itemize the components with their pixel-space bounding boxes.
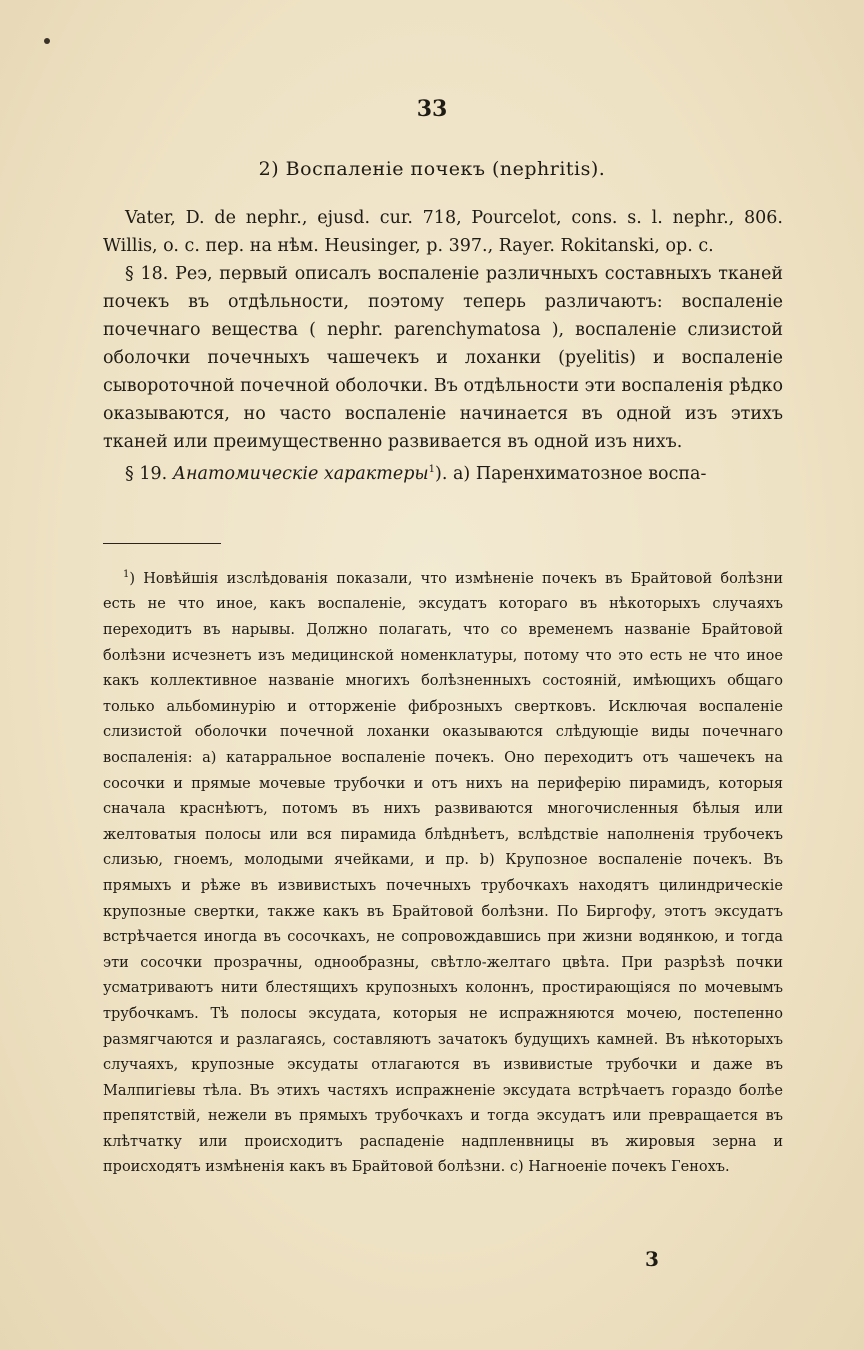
paragraph-18: § 18. Реэ, первый описалъ воспаленіе различныхъ составныхъ тканей почекъ въ отдѣльности, поэтому теперь различаютъ: воспаленіе почечнаго вещества ( nephr. parenchymatosa ), воспаленіе слизистой оболочки почечныхъ чашечекъ и лоханки (pyelitis) и воспаленіе сывороточной почечной оболочки. Въ отдѣльности эти воспаленія рѣдко оказываются, но часто воспаленіе начинается въ одной изъ этихъ тканей или преимущественно развивается въ одной изъ нихъ. bbox=[103, 264, 783, 452]
footnote-reference-mark: 1 bbox=[428, 464, 436, 475]
footnote-block bbox=[103, 562, 783, 1181]
references-paragraph: Vater, D. de nephr., ejusd. cur. 718, Pourcelot, cons. s. l. nephr., 806. Willis, o. c. пер. на нѣм. Heusinger, p. 397., Rayer. Rokitanski, op. c. bbox=[103, 208, 783, 256]
footnote-text: ) Новѣйшія изслѣдованія показали, что измѣненіе почекъ въ Брайтовой болѣзни есть не что иное, какъ воспаленіе, эксудатъ котораго въ нѣкоторыхъ случаяхъ переходитъ въ нарывы. Должно полагать, что со временемъ названіе Брайтовой болѣзни исчезнетъ изъ медицинской номенклатуры, потому что это есть не что иное какъ коллективное названіе многихъ болѣзненныхъ состояній, имѣющихъ общаго только альбоминурію и отторженіе фиброзныхъ свертковъ. Исключая воспаленіе слизистой оболочки почечной лоханки оказываются слѣдующіе виды почечнаго воспаленія: a) катарральное воспаленіе почекъ. Оно переходитъ отъ чашечекъ на сосочки и прямые мочевые трубочки и отъ нихъ на периферію пирамидъ, которыя сначала краснѣютъ, потомъ въ нихъ развиваются многочисленныя бѣлыя или желтоватыя полосы или вся пирамида блѣднѣетъ, вслѣдствіе наполненія трубочекъ слизью, гноемъ, молодыми ячейками, и пр. b) Крупозное воспаленіе почекъ. Въ прямыхъ и рѣже въ извивистыхъ почечныхъ трубочкахъ находятъ цилиндрическіе крупозные свертки, также какъ въ Брайтовой болѣзни. По Биргофу, этотъ эксудатъ встрѣчается иногда въ сосочкахъ, не сопровождавшись при жизни водянкою, и тогда эти сосочки прозрачны, однообразны, свѣтло-желтаго цвѣта. При разрѣзѣ почки усматриваютъ нити блестящихъ крупозныхъ колоннъ, простирающіяся по мочевымъ трубочкамъ. Тѣ полосы эксудата, которыя не испражняются мочею, постепенно размягчаются и разлагаясь, составляютъ зачатокъ будущихъ камней. Въ нѣкоторыхъ случаяхъ, крупозные эксудаты отлагаются въ извивистые трубочки и даже въ Малпигіевы тѣла. Въ этихъ частяхъ испражненіе эксудата встрѣчаетъ гораздо болѣе препятствій, нежели въ прямыхъ трубочкахъ и тогда эксудатъ или превращается въ клѣтчатку или происходитъ распаденіе надпленвницы въ жировыя зерна и происходятъ измѣненія какъ въ Брайтовой болѣзни. c) Нагноеніе почекъ Генохъ. bbox=[103, 570, 783, 1176]
footnote-divider bbox=[103, 543, 221, 544]
footnote-1 bbox=[103, 562, 783, 1181]
signature-mark: 3 bbox=[645, 1247, 659, 1271]
paragraph-19-italic-heading: Анатомическіе характеры bbox=[172, 463, 429, 484]
main-text bbox=[103, 204, 783, 488]
page-number: 33 bbox=[416, 96, 448, 122]
section-heading: 2) Воспаленіе почекъ (nephritis). bbox=[258, 158, 606, 180]
paragraph-19-number: § 19. bbox=[125, 463, 168, 484]
paragraph-19-text: ). a) Паренхиматозное воспа- bbox=[435, 463, 707, 484]
paragraph-19 bbox=[103, 456, 783, 488]
ink-dot bbox=[44, 38, 50, 44]
footnote-mark: 1 bbox=[123, 569, 130, 580]
